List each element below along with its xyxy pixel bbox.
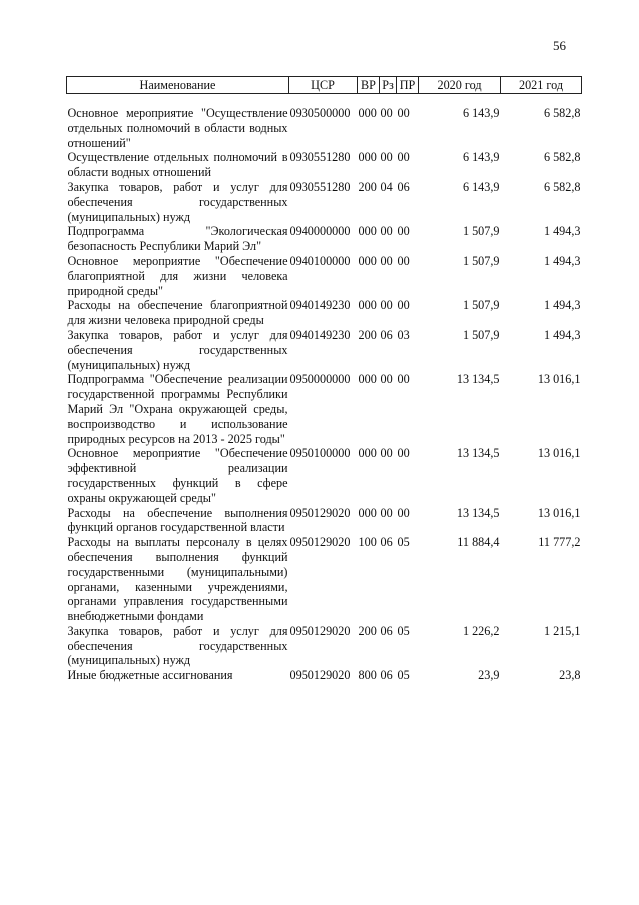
row-name: Закупка товаров, работ и услуг для обеспечения государственных (муниципальных) нужд <box>67 327 288 372</box>
table-row <box>67 94 582 151</box>
row-value-2020: 6 143,9 <box>462 106 500 120</box>
row-rz: 00 <box>380 372 393 387</box>
row-value-2020: 1 507,9 <box>462 253 500 268</box>
row-name: Подпрограмма "Обеспечение реализации государственной программы Республики Марий Эл "Охрана окружающей среды, воспроизводство и использование природных ресурсов на 2013 - 2025 годы" <box>67 372 288 446</box>
table-body <box>67 94 582 684</box>
row-pr: 00 <box>397 253 410 268</box>
row-value-2021: 11 777,2 <box>538 535 581 550</box>
row-value-2020: 1 507,9 <box>462 224 500 239</box>
budget-table <box>66 76 582 683</box>
row-value-2020: 6 143,9 <box>462 179 500 194</box>
header-2021: 2021 год <box>501 77 582 94</box>
row-value-2020: 13 134,5 <box>456 505 500 520</box>
row-rz: 00 <box>380 106 393 120</box>
row-vr: 000 <box>358 106 377 120</box>
row-rz: 06 <box>380 327 393 342</box>
row-code: 0930551280 <box>289 179 351 194</box>
header-vr: ВР <box>358 77 380 94</box>
table-row <box>67 535 582 624</box>
row-name: Иные бюджетные ассигнования <box>67 668 233 683</box>
row-name: Основное мероприятие "Обеспечение эффективной реализации государственных функций в сфере охраны окружающей среды" <box>67 446 288 505</box>
row-pr: 00 <box>397 372 410 387</box>
table-row <box>67 150 582 180</box>
row-value-2021: 13 016,1 <box>537 505 581 520</box>
row-rz: 06 <box>380 535 393 550</box>
row-vr: 000 <box>358 253 377 268</box>
table-row <box>67 446 582 505</box>
row-value-2021: 1 494,3 <box>543 224 581 239</box>
table-row <box>67 668 582 683</box>
row-vr: 000 <box>358 298 377 313</box>
row-value-2020: 1 226,2 <box>462 623 500 638</box>
table-header <box>67 77 582 94</box>
row-rz: 00 <box>380 150 393 165</box>
row-value-2020: 13 134,5 <box>456 446 500 461</box>
row-pr: 00 <box>397 150 410 165</box>
row-name: Закупка товаров, работ и услуг для обеспечения государственных (муниципальных) нужд <box>67 623 288 668</box>
row-value-2021: 1 494,3 <box>543 298 581 313</box>
row-vr: 100 <box>358 535 377 550</box>
row-code: 0940149230 <box>289 327 351 342</box>
row-value-2021: 6 582,8 <box>543 106 581 120</box>
table-row <box>67 224 582 254</box>
row-pr: 05 <box>397 623 410 638</box>
row-code: 0950129020 <box>289 668 351 683</box>
row-pr: 00 <box>397 224 410 239</box>
table-row <box>67 328 582 372</box>
row-pr: 00 <box>397 446 410 461</box>
header-pr: ПР <box>397 77 419 94</box>
row-value-2020: 13 134,5 <box>456 372 500 387</box>
table-row <box>67 372 582 446</box>
row-rz: 00 <box>380 224 393 239</box>
row-rz: 06 <box>380 668 393 683</box>
row-name: Расходы на выплаты персоналу в целях обеспечения выполнения функций государственными (муниципальными) органами, казенными учреждениями, органами управления государственными внебюджетными фондами <box>67 535 288 624</box>
table-row <box>67 298 582 328</box>
row-rz: 04 <box>380 179 393 194</box>
row-value-2021: 6 582,8 <box>543 150 581 165</box>
row-value-2021: 13 016,1 <box>537 372 581 387</box>
row-value-2021: 1 215,1 <box>543 623 581 638</box>
row-code: 0940100000 <box>289 253 351 268</box>
table-row <box>67 624 582 668</box>
row-pr: 05 <box>397 668 410 683</box>
row-pr: 03 <box>397 327 410 342</box>
row-code: 0930551280 <box>289 150 351 165</box>
row-value-2020: 11 884,4 <box>457 535 500 550</box>
page-number: 56 <box>553 38 566 53</box>
table-row <box>67 506 582 536</box>
row-pr: 00 <box>397 505 410 520</box>
header-rz: Рз <box>380 77 397 94</box>
row-name: Основное мероприятие "Осуществление отдельных полномочий в области водных отношений" <box>67 106 288 150</box>
row-name: Закупка товаров, работ и услуг для обеспечения государственных (муниципальных) нужд <box>67 179 288 224</box>
row-code: 0950129020 <box>289 505 351 520</box>
row-name: Осуществление отдельных полномочий в области водных отношений <box>67 150 288 180</box>
row-value-2020: 1 507,9 <box>462 298 500 313</box>
table-row <box>67 180 582 224</box>
row-name: Расходы на обеспечение благоприятной для жизни человека природной среды <box>67 298 288 328</box>
row-code: 0950129020 <box>289 535 351 550</box>
header-2020: 2020 год <box>419 77 501 94</box>
row-rz: 06 <box>380 623 393 638</box>
row-name: Расходы на обеспечение выполнения функций органов государственной власти <box>67 505 288 535</box>
header-code: ЦСР <box>289 77 358 94</box>
row-vr: 000 <box>358 372 377 387</box>
row-vr: 000 <box>358 150 377 165</box>
row-code: 0940149230 <box>289 298 351 313</box>
row-vr: 000 <box>358 505 377 520</box>
row-vr: 200 <box>358 179 377 194</box>
row-rz: 00 <box>380 253 393 268</box>
row-vr: 800 <box>358 668 377 683</box>
row-rz: 00 <box>380 446 393 461</box>
row-rz: 00 <box>380 505 393 520</box>
row-code: 0930500000 <box>289 106 351 120</box>
row-vr: 000 <box>358 446 377 461</box>
row-value-2020: 1 507,9 <box>462 327 500 342</box>
row-value-2020: 6 143,9 <box>462 150 500 165</box>
row-name: Подпрограмма "Экологическая безопасность Республики Марий Эл" <box>67 224 288 254</box>
row-pr: 06 <box>397 179 410 194</box>
header-name: Наименование <box>67 77 289 94</box>
row-code: 0940000000 <box>289 224 351 239</box>
row-pr: 00 <box>397 106 410 120</box>
table-row <box>67 254 582 298</box>
row-code: 0950129020 <box>289 623 351 638</box>
row-pr: 05 <box>397 535 410 550</box>
row-vr: 000 <box>358 224 377 239</box>
row-value-2020: 23,9 <box>478 668 500 683</box>
row-vr: 200 <box>358 327 377 342</box>
row-value-2021: 6 582,8 <box>543 179 581 194</box>
row-code: 0950000000 <box>289 372 351 387</box>
row-value-2021: 1 494,3 <box>543 327 581 342</box>
row-value-2021: 1 494,3 <box>543 253 581 268</box>
row-vr: 200 <box>358 623 377 638</box>
row-name: Основное мероприятие "Обеспечение благоприятной для жизни человека природной среды" <box>67 253 288 298</box>
row-rz: 00 <box>380 298 393 313</box>
row-pr: 00 <box>397 298 410 313</box>
row-code: 0950100000 <box>289 446 351 461</box>
row-value-2021: 13 016,1 <box>537 446 581 461</box>
row-value-2021: 23,8 <box>559 668 581 683</box>
